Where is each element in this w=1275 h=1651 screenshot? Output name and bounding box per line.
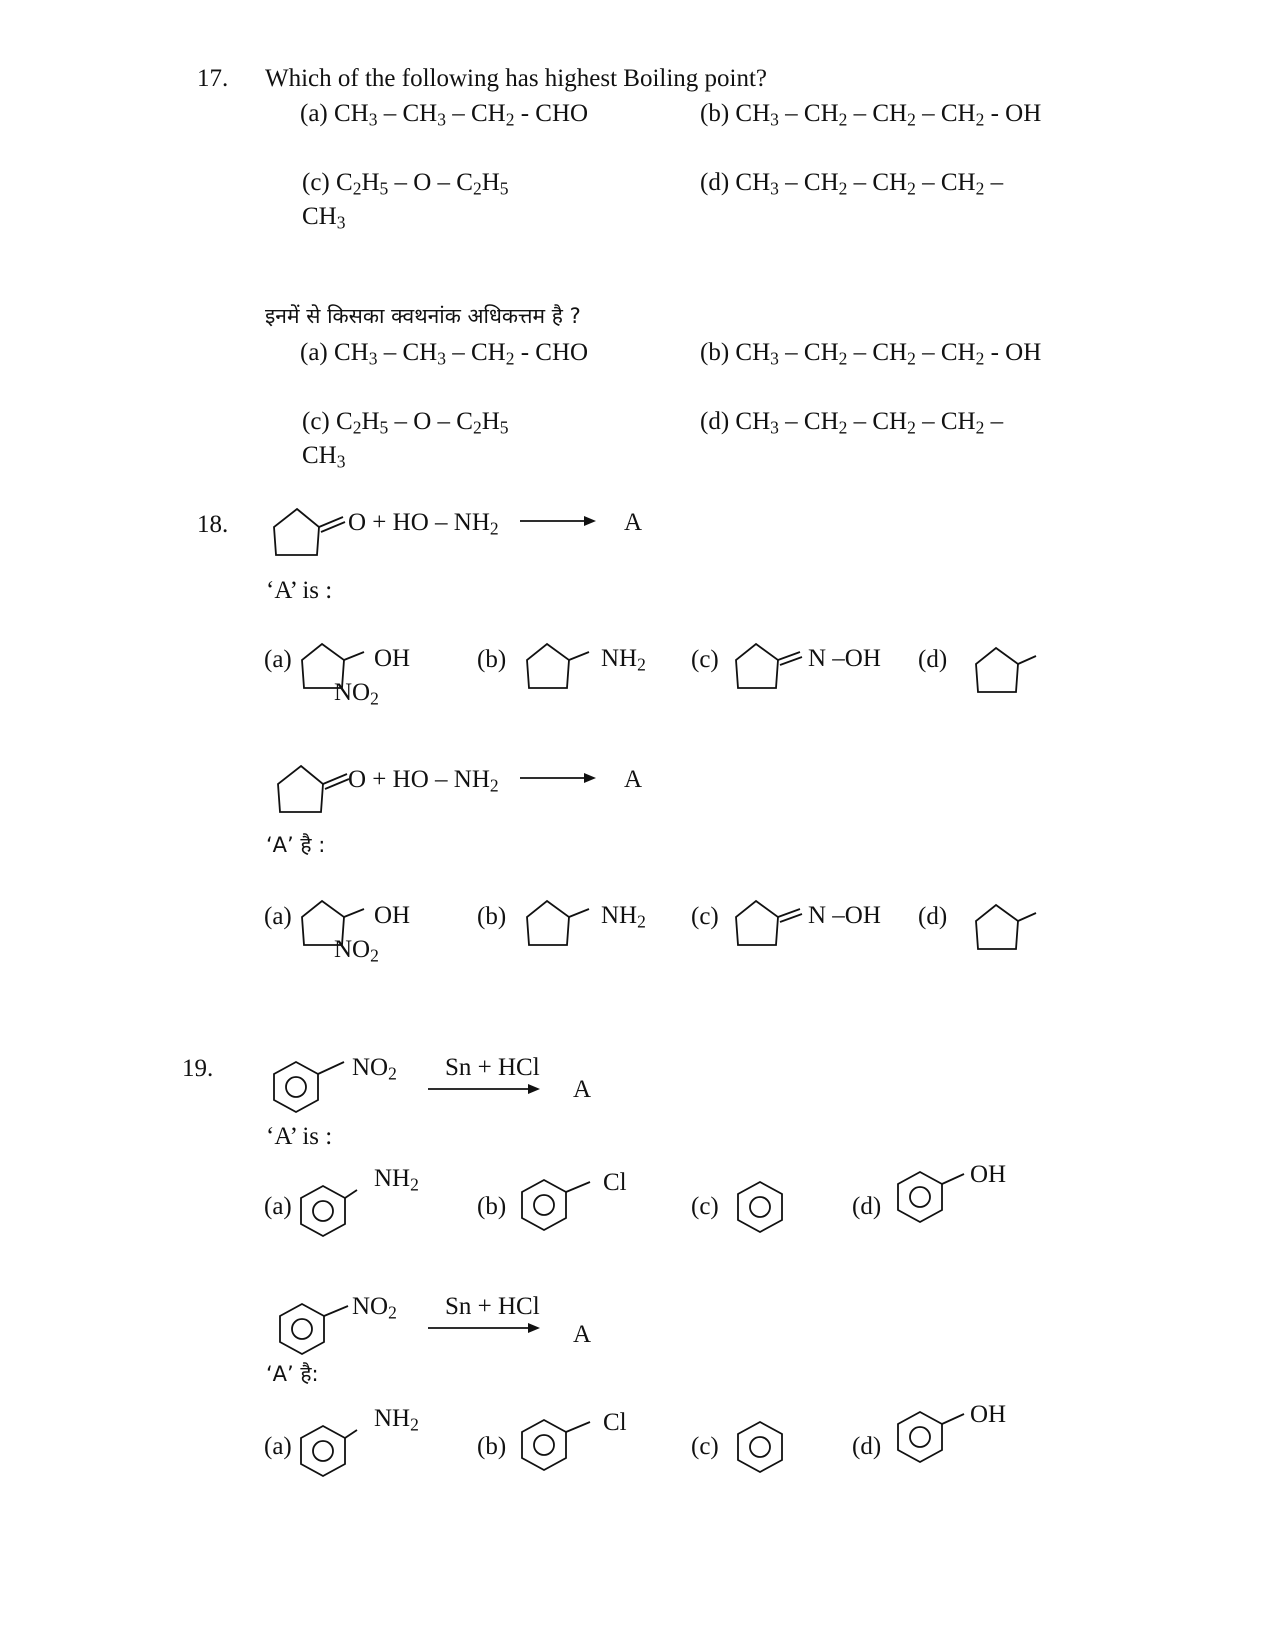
q17-hi-option-b[interactable] <box>700 339 1042 369</box>
q17-option-c[interactable] <box>302 169 509 199</box>
q18-option-b-label[interactable]: (b) <box>477 646 507 673</box>
q19-hi-reactant-no2: $NO_2$ <box>352 1293 397 1323</box>
q17-option-b-text: $CH_3 - CH_2 - CH_2 - CH_2$ - OH <box>735 100 1042 130</box>
q17-question-hindi: इनमें से किसका क्वथनांक अधिकत्तम है ? <box>265 304 581 328</box>
q18-product: A <box>624 509 643 536</box>
q17-hi-option-b-label: (b) <box>700 339 730 366</box>
q18-option-d-label[interactable]: (d) <box>918 646 948 673</box>
q17-hi-option-b-text: $CH_3 - CH_2 - CH_2 - CH_2$ - OH <box>735 339 1042 369</box>
reaction-arrow-icon <box>520 514 600 528</box>
q17-hi-option-a[interactable] <box>300 339 589 369</box>
q19-hi-option-d-label[interactable]: (d) <box>852 1433 882 1460</box>
q18-prompt-hindi: ‘A’ है : <box>266 833 326 857</box>
cyclopentanone-structure-hi <box>276 764 356 820</box>
q19-reactant-no2: $NO_2$ <box>352 1054 397 1084</box>
q18-option-a-no2: $NO_2$ <box>334 679 379 709</box>
chlorobenzene-structure <box>520 1178 594 1232</box>
q17-option-d-text: $CH_3 - CH_2 - CH_2 - CH_2$ – <box>735 169 1004 199</box>
q17-option-b[interactable] <box>700 100 1042 130</box>
option-c-structure <box>734 642 808 694</box>
q19-hi-option-a-nh2: $NH_2$ <box>374 1405 419 1435</box>
q17-option-c-label: (c) <box>302 169 330 196</box>
q18-prompt: ‘A’ is : <box>266 577 333 604</box>
q18-hi-option-a-label[interactable]: (a) <box>264 903 292 930</box>
reaction-arrow-icon-q19 <box>428 1082 548 1096</box>
q17-question: Which of the following has highest Boiling point? <box>265 65 768 92</box>
q19-product: A <box>573 1076 592 1103</box>
q19-hi-option-b-label[interactable]: (b) <box>477 1433 507 1460</box>
benzene-structure <box>736 1180 786 1234</box>
q17-hi-option-a-label: (a) <box>300 339 328 366</box>
q17-option-a[interactable] <box>300 100 589 130</box>
q18-hi-product: A <box>624 766 643 793</box>
q18-reaction-rhs: O + HO – $NH_2$ <box>348 509 499 539</box>
phenol-structure-hi <box>896 1410 972 1464</box>
q18-option-c-label[interactable]: (c) <box>691 646 719 673</box>
aniline-structure <box>299 1184 369 1238</box>
q19-hi-reagent: Sn + HCl <box>445 1293 540 1320</box>
q17-option-a-text: $CH_3 - CH_3 - CH_2$ - CHO <box>334 100 589 130</box>
q19-hi-option-a-label[interactable]: (a) <box>264 1433 292 1460</box>
q19-hi-option-d-oh: OH <box>970 1401 1007 1428</box>
nitrobenzene-structure-hi <box>278 1302 358 1358</box>
aniline-structure-hi <box>299 1424 369 1478</box>
q19-option-a-nh2: $NH_2$ <box>374 1165 419 1195</box>
phenol-structure <box>896 1170 972 1224</box>
q18-hi-option-c-label[interactable]: (c) <box>691 903 719 930</box>
option-c-structure-hi <box>734 899 808 951</box>
q19-option-b-label[interactable]: (b) <box>477 1193 507 1220</box>
q18-hi-option-a-no2: $NO_2$ <box>334 936 379 966</box>
q18-hi-option-b-label[interactable]: (b) <box>477 903 507 930</box>
q19-option-d-label[interactable]: (d) <box>852 1193 882 1220</box>
chlorobenzene-structure-hi <box>520 1418 594 1472</box>
option-b-structure <box>525 642 595 694</box>
q19-hi-option-c-label[interactable]: (c) <box>691 1433 719 1460</box>
q17-hi-option-d-label: (d) <box>700 408 730 435</box>
q19-option-d-oh: OH <box>970 1161 1007 1188</box>
q18-hi-reaction-rhs: O + HO – $NH_2$ <box>348 766 499 796</box>
q19-prompt: ‘A’ is : <box>266 1123 333 1150</box>
nitrobenzene-structure <box>272 1060 352 1116</box>
q18-option-a-label[interactable]: (a) <box>264 646 292 673</box>
q19-option-a-label[interactable]: (a) <box>264 1193 292 1220</box>
q17-option-c-text: $C_2H_5$ – O – $C_2H_5$ <box>336 169 509 199</box>
cyclopentanone-structure <box>272 507 352 563</box>
q19-option-b-cl: Cl <box>603 1169 627 1196</box>
option-d-structure <box>974 646 1044 698</box>
q17-option-b-label: (b) <box>700 100 730 127</box>
option-d-structure-hi <box>974 903 1044 955</box>
q17-option-a-label: (a) <box>300 100 328 127</box>
q17-hi-option-d-text: $CH_3 - CH_2 - CH_2 - CH_2$ – <box>735 408 1004 438</box>
q18-hi-option-d-label[interactable]: (d) <box>918 903 948 930</box>
q17-hi-option-d-wrap: $CH_3$ <box>302 442 346 472</box>
q18-option-c-noh: N –OH <box>808 645 881 672</box>
benzene-structure-hi <box>736 1420 786 1474</box>
q17-option-d[interactable] <box>700 169 1004 199</box>
q19-number: 19. <box>182 1055 214 1082</box>
q18-hi-option-a-oh: OH <box>374 902 411 929</box>
q18-option-a-oh: OH <box>374 645 411 672</box>
q17-hi-option-c-text: $C_2H_5$ – O – $C_2H_5$ <box>336 408 509 438</box>
q17-hi-option-c-label: (c) <box>302 408 330 435</box>
q19-prompt-hindi: ‘A’ है: <box>266 1362 319 1386</box>
q18-hi-option-c-noh: N –OH <box>808 902 881 929</box>
q18-number: 18. <box>197 511 229 538</box>
q19-hi-option-b-cl: Cl <box>603 1409 627 1436</box>
q18-option-b-nh2: $NH_2$ <box>601 645 646 675</box>
q17-option-d-wrap: $CH_3$ <box>302 203 346 233</box>
q18-hi-option-b-nh2: $NH_2$ <box>601 902 646 932</box>
q19-option-c-label[interactable]: (c) <box>691 1193 719 1220</box>
q17-hi-option-d[interactable] <box>700 408 1004 438</box>
q17-number: 17. <box>197 65 229 92</box>
q17-hi-option-c[interactable] <box>302 408 509 438</box>
reaction-arrow-icon-q19-hi <box>428 1321 548 1335</box>
q17-option-d-label: (d) <box>700 169 730 196</box>
q19-reagent: Sn + HCl <box>445 1054 540 1081</box>
q17-hi-option-a-text: $CH_3 - CH_3 - CH_2$ - CHO <box>334 339 589 369</box>
reaction-arrow-icon-hi <box>520 771 600 785</box>
option-b-structure-hi <box>525 899 595 951</box>
q19-hi-product: A <box>573 1321 592 1348</box>
